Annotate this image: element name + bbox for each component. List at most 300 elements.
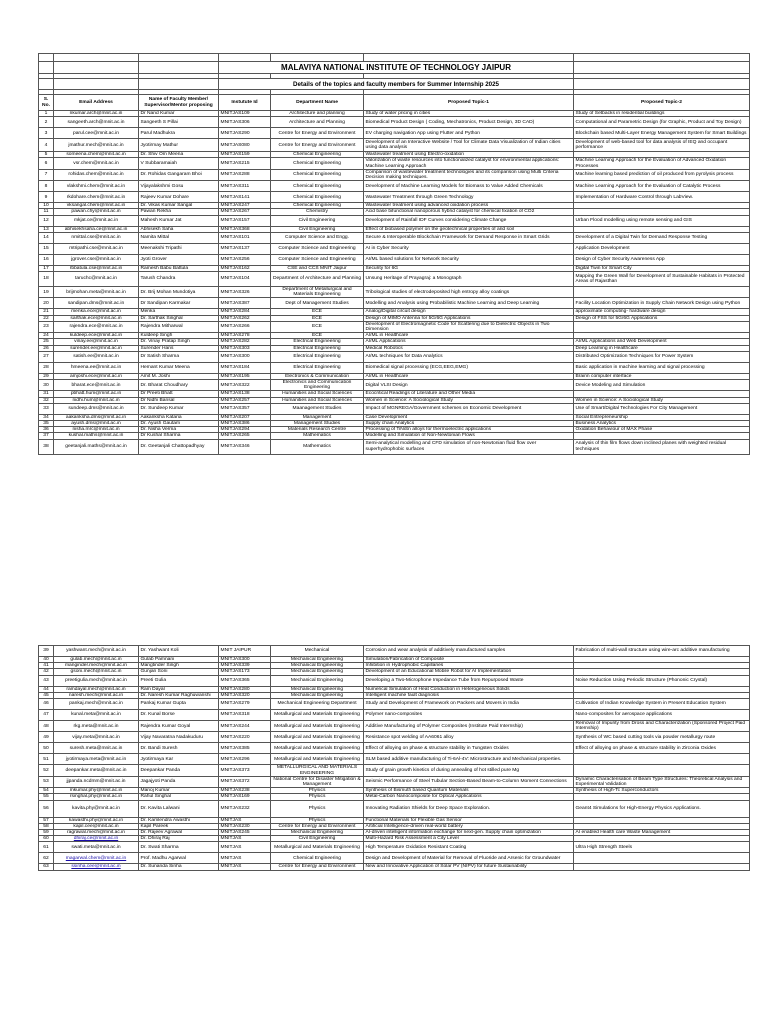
topic-1-cell: Additive Manufacturing of Polymer Composites (Institute Paid Internship) (364, 721, 574, 732)
email-cell[interactable]: amjoshi.ece@mnit.ac.in (54, 373, 139, 379)
topic-2-cell: Ultra High Strength Steels (574, 842, 750, 853)
department-cell: Electrical Engineering (271, 351, 364, 362)
topic-1-cell: Metal-Carbon Nanocomposite for Optical Applications (364, 794, 574, 800)
email-cell[interactable]: nmittal.cse@mnit.ac.in (54, 232, 139, 243)
sno-cell: 61 (39, 842, 54, 853)
department-cell: Computer Science and Engineering (271, 254, 364, 265)
faculty-name-cell: Dr. Dhiraj Raj (139, 836, 219, 842)
faculty-name-cell: Dr. Swati Sharma (139, 842, 219, 853)
department-cell: Management Studies (271, 421, 364, 427)
department-cell: Mechanical Engineering (271, 657, 364, 663)
faculty-name-cell: Gulab Pamnani (139, 657, 219, 663)
table-row (39, 243, 750, 254)
faculty-name-cell: Dr. Ayush Gautam (139, 421, 219, 427)
sno-cell: 3 (39, 128, 54, 139)
topic-1-cell: Supply chain Analytics (364, 421, 574, 427)
department-cell: Dept of Management Studies (271, 298, 364, 309)
topic-1-cell: Development of Electromagnetic Code for Scattering due to Dielectric Objects in Two Dimension (364, 321, 574, 332)
email-cell[interactable]: vinay.ee@mnit.ac.in (54, 339, 139, 345)
institute-id-cell: MNITJAS387 (219, 298, 271, 309)
topic-1-cell: Multi-Hazard Risk Assessment a City Level (364, 836, 574, 842)
table-row (39, 321, 750, 332)
faculty-name-cell: Dr. Kamlendra Awasthi (139, 817, 219, 823)
faculty-name-cell: Aakanksha Kataria (139, 414, 219, 420)
faculty-name-cell: Tarush Chandra (139, 272, 219, 287)
sno-cell: 14 (39, 232, 54, 243)
email-cell[interactable]: rohidas.chem@mnit.ac.in (54, 169, 139, 180)
topic-2-cell: Design of FSS for 5G/6G Applications (574, 315, 750, 321)
document-subtitle: Details of the topics and faculty members for Summer Internship 2025 (219, 79, 574, 90)
department-cell: Electrical Engineering (271, 362, 364, 373)
institute-id-cell: MNITJAS169 (219, 794, 271, 800)
faculty-name-cell: Dr. Sundeep Kumar (139, 403, 219, 414)
email-cell[interactable]: pawan.chy@mnit.ac.in (54, 209, 139, 215)
topic-2-cell: Fabrication of multi-wall structure using wire-arc additive manufacturing (574, 646, 750, 657)
faculty-name-cell: Surender Hans (139, 345, 219, 351)
sno-cell: 9 (39, 192, 54, 203)
topic-1-cell: Study of water pricing in cities (364, 111, 574, 117)
topic-2-cell: Nano-composites for aerospace applications (574, 710, 750, 721)
sno-cell: 48 (39, 721, 54, 732)
table-row (39, 309, 750, 315)
email-cell[interactable]: vijay.meta@mnit.ac.in (54, 732, 139, 743)
subtitle-row (39, 79, 750, 90)
sno-cell: 56 (39, 800, 54, 817)
department-cell: Chemical Engineering (271, 152, 364, 158)
topic-1-cell: Analog/Digital circuit design (364, 309, 574, 315)
department-cell: Chemistry (271, 209, 364, 215)
sno-cell: 53 (39, 776, 54, 787)
topic-1-cell: Effect of biobased polymer on the geotechnical properties of arid soil (364, 226, 574, 232)
topic-1-cell: Secure & Interoperable Blockchain Framework for Demand Response in Smart Grids (364, 232, 574, 243)
institute-id-cell: MNITJAS365 (219, 675, 271, 686)
table-row (39, 675, 750, 686)
topic-2-cell: Use of Smart/Digital Technologies For City Management (574, 403, 750, 414)
email-cell[interactable]: rbbatula.cse@mnit.ac.in (54, 265, 139, 271)
department-cell: Civil Engineering (271, 215, 364, 226)
email-cell[interactable]: nkumar.arch@mnit.ac.in (54, 111, 139, 117)
sno-cell: 29 (39, 373, 54, 379)
department-cell: METALLURGICAL AND MATERIALS ENGINEERING (271, 765, 364, 776)
column-header-sno: S. No. (39, 95, 54, 111)
department-cell: Chemical Engineering (271, 192, 364, 203)
institute-id-cell: MNITJAS346 (219, 439, 271, 454)
faculty-name-cell: Dr Nand Kumar (139, 111, 219, 117)
faculty-name-cell: Rahul Singhal (139, 794, 219, 800)
sno-cell: 33 (39, 403, 54, 414)
sno-cell: 32 (39, 397, 54, 403)
topic-1-cell: AI in Cyber Security (364, 243, 574, 254)
topic-1-cell: Development of Machine Learning Models for Biomass to Value Added Chemicals (364, 181, 574, 192)
sno-cell: 30 (39, 380, 54, 391)
faculty-name-cell: V Subbaramaiah (139, 158, 219, 169)
table-row (39, 192, 750, 203)
institute-id-cell: MNITJAS159 (219, 152, 271, 158)
sno-cell: 50 (39, 743, 54, 754)
sno-cell: 60 (39, 836, 54, 842)
department-cell: Management (271, 414, 364, 420)
department-cell: Physics (271, 817, 364, 823)
email-cell[interactable]: brijmohan.meta@mnit.ac.in (54, 287, 139, 298)
email-cell[interactable]: kapil.cee@mnit.ac.in (54, 823, 139, 829)
sno-cell: 6 (39, 158, 54, 169)
email-cell[interactable]: mkjat.ce@mnit.ac.in (54, 215, 139, 226)
department-cell: Humanities and Social Sciences (271, 397, 364, 403)
email-cell[interactable]: surender.ee@mnit.ac.in (54, 345, 139, 351)
institute-id-cell: MNITJAS195 (219, 373, 271, 379)
topic-1-cell: Processing of TiNiSn alloys for thermoelectric applications (364, 427, 574, 433)
sno-cell: 40 (39, 657, 54, 663)
blank-row (39, 54, 750, 62)
faculty-name-cell: Rajendra Mitharwal (139, 321, 219, 332)
institute-id-cell: MNITJAS230 (219, 823, 271, 829)
topic-2-cell: Distributed Optimization Techniques for Power System (574, 351, 750, 362)
table-row (39, 864, 750, 870)
faculty-name-cell: Preeti Gulia (139, 675, 219, 686)
email-cell[interactable]: bharat.ece@mnit.ac.in (54, 380, 139, 391)
topic-2-cell: Implementation of Hardware Control through LabView. (574, 192, 750, 203)
email-cell[interactable]: ramdayal.mech@mnit.ac.in (54, 686, 139, 692)
sno-cell: 57 (39, 817, 54, 823)
institute-id-cell: MNITJAS280 (219, 686, 271, 692)
sno-cell: 28 (39, 362, 54, 373)
email-cell[interactable]: nisha.mrc@mnit.ac.in (54, 427, 139, 433)
topic-1-cell: Study and Development of Framework on Packers and Movers in India (364, 699, 574, 710)
sno-cell: 23 (39, 321, 54, 332)
faculty-name-cell: Meenakshi Tripathi (139, 243, 219, 254)
email-cell[interactable]: pbhatt.hum@mnit.ac.in (54, 391, 139, 397)
topic-2-cell: Machine Learning Approach for the Evaluation of Advanced Oxidation Processes (574, 158, 750, 169)
table-row (39, 439, 750, 454)
institute-id-cell: MNITJAS284 (219, 309, 271, 315)
department-cell: Mechanical Engineering (271, 692, 364, 698)
topic-1-cell: Numerical Simulation of Heat Conduction in Heterogeneous Solids (364, 686, 574, 692)
email-cell[interactable]: swati.meta@mnit.ac.in (54, 842, 139, 853)
topic-1-cell: Security for 6G (364, 265, 574, 271)
sno-cell: 51 (39, 754, 54, 765)
table-row (39, 800, 750, 817)
faculty-name-cell: Amit M. Joshi (139, 373, 219, 379)
institute-id-cell: MNIT JAIPUR (219, 646, 271, 657)
topic-1-cell: Valorization of waste resources into functionalized catalyst for environmental applications: Machine Learning Approach (364, 158, 574, 169)
department-cell: Computer Science and Engineering (271, 243, 364, 254)
sno-cell: 62 (39, 853, 54, 864)
topic-1-cell: Acid base bifunctional nanoporous hybrid catalyst for chemical fixation of CO2 (364, 209, 574, 215)
faculty-name-cell: Dr. Bandi Suresh (139, 743, 219, 754)
email-cell[interactable]: dhiraj.ce@mnit.ac.in (54, 836, 139, 842)
email-cell[interactable]: rkdohare.chem@mnit.ac.in (54, 192, 139, 203)
faculty-name-cell: Manoj Kumar (139, 788, 219, 794)
email-cell[interactable]: vsr.chem@mnit.ac.in (54, 158, 139, 169)
institute-id-cell: MNITJAS282 (219, 339, 271, 345)
table-row (39, 403, 750, 414)
faculty-name-cell: Rajeev Kumar Dohare (139, 192, 219, 203)
email-cell[interactable]: nidhi.hum@mnit.ac.in (54, 397, 139, 403)
email-cell[interactable]: aakanksha.dms@mnit.ac.in (54, 414, 139, 420)
institute-id-cell: MNITJAS279 (219, 699, 271, 710)
email-cell[interactable]: kawasthi.phy@mnit.ac.in (54, 817, 139, 823)
faculty-name-cell: Rajendra Kumar Goyal (139, 721, 219, 732)
sno-cell: 18 (39, 272, 54, 287)
faculty-name-cell: Dr. Kavita Lalwani (139, 800, 219, 817)
topic-1-cell: Impact of MGNREGA/Government schemes on Economic Development (364, 403, 574, 414)
topic-1-cell: Polymer nano-composites (364, 710, 574, 721)
topic-2-cell: Basic application in machine learning and signal processing (574, 362, 750, 373)
topic-1-cell: Design and Development of Material for Removal of Fluoride and Arsenic for Groundwater (364, 853, 574, 864)
topic-2-cell: Cultivation of Indian Knowledge System in Present Education System (574, 699, 750, 710)
sno-cell: 52 (39, 765, 54, 776)
sno-cell: 20 (39, 298, 54, 309)
sno-cell: 22 (39, 315, 54, 321)
topic-2-cell: Brainn computer interface (574, 373, 750, 379)
topic-2-cell: Machine learning based prediction of oil produced from pyrolysis process (574, 169, 750, 180)
table-row (39, 272, 750, 287)
sno-cell: 16 (39, 254, 54, 265)
email-cell[interactable]: satish.ee@mnit.ac.in (54, 351, 139, 362)
faculty-name-cell: Gunjan Soni (139, 669, 219, 675)
topic-2-cell: Women in Science: A Sociological Study (574, 397, 750, 403)
institute-id-cell: MNITJAS267 (219, 209, 271, 215)
institute-id-cell: MNITJAS266 (219, 321, 271, 332)
document-title: MALAVIYA NATIONAL INSTITUTE OF TECHNOLOGY JAIPUR (219, 62, 574, 74)
sno-cell: 42 (39, 669, 54, 675)
topic-2-cell: approximate computing- hardware design (574, 309, 750, 315)
email-cell[interactable]: sangeeth.arch@mnit.ac.in (54, 117, 139, 128)
email-cell[interactable]: someena.chem@mnit.ac.in (54, 152, 139, 158)
topic-1-cell: Biomedical signal processing (ECG,EEG,EMG) (364, 362, 574, 373)
topic-1-cell: Inhibition in Hydrophobic Capillaries (364, 663, 574, 669)
institute-id-cell: MNITJAS080 (219, 139, 271, 152)
topic-1-cell: Development of an Interactive Website / Tool for Climate Data Visualization of Indian cities using data analysis (364, 139, 574, 152)
topic-1-cell: SLM based additive manufacturing of Ti-6Al-4V: Microstructure and Mechanical properties. (364, 754, 574, 765)
email-cell[interactable]: vksangal.chem@mnit.ac.in (54, 203, 139, 209)
email-cell[interactable]: kuldeep.ece@mnit.ac.in (54, 333, 139, 339)
sno-cell: 59 (39, 830, 54, 836)
topic-1-cell: Development of Rainfall IDF Curves considering Climate Change (364, 215, 574, 226)
topic-1-cell: Corrosion and wear analysis of additively manufactured samples (364, 646, 574, 657)
email-cell[interactable]: gulab.mech@mnit.ac.in (54, 657, 139, 663)
email-cell[interactable]: ayush.dms@mnit.ac.in (54, 421, 139, 427)
sno-cell: 5 (39, 152, 54, 158)
email-cell[interactable]: parul.cee@mnit.ac.in (54, 128, 139, 139)
column-header-email: Email Address (54, 95, 139, 111)
institute-id-cell: MNITJAS215 (219, 158, 271, 169)
table-row (39, 232, 750, 243)
topic-2-cell: Urban Flood modelling using remote sensing and GIS (574, 215, 750, 226)
email-cell[interactable]: jmathur.mech@mnit.ac.in (54, 139, 139, 152)
topic-2-cell: Deep Learning in Healthcare (574, 345, 750, 351)
institute-id-cell: MNITJAS385 (219, 743, 271, 754)
department-cell: Chemical Engineering (271, 169, 364, 180)
institute-id-cell: MNITJAS138 (219, 391, 271, 397)
email-cell[interactable]: sandipan.dms@mnit.ac.in (54, 298, 139, 309)
institute-id-cell: MNITJAS141 (219, 192, 271, 203)
department-cell: ECE (271, 321, 364, 332)
faculty-name-cell: Hemant Kumar Meena (139, 362, 219, 373)
sno-cell: 11 (39, 209, 54, 215)
sno-cell: 25 (39, 339, 54, 345)
email-cell[interactable]: jyotirmaya.meta@mnit.ac.in (54, 754, 139, 765)
table-row (39, 830, 750, 836)
topic-1-cell: AI/ML in Healthcare (364, 333, 574, 339)
faculty-name-cell: Pankaj Kumar Gupta (139, 699, 219, 710)
faculty-name-cell: Dr. Brij Mohan Mundotiya (139, 287, 219, 298)
email-cell[interactable]: pankaj.mech@mnit.ac.in (54, 699, 139, 710)
column-header-faculty-name: Name of Faculty Member/ Supervisor/Mentor proposing (139, 95, 219, 111)
table-row (39, 181, 750, 192)
topic-1-cell: Modelling and Simulation of Non-Newtonian Flows (364, 433, 574, 439)
topic-2-cell: Noise Reduction Using Periodic Structure (Phononic Crystal) (574, 675, 750, 686)
department-cell: Civil Engineering (271, 836, 364, 842)
sno-cell: 1 (39, 111, 54, 117)
table-row (39, 139, 750, 152)
institute-id-cell: MNITJAS245 (219, 830, 271, 836)
faculty-name-cell: Kapil Pareek (139, 823, 219, 829)
department-cell: Mechanical Engineering Department (271, 699, 364, 710)
sno-cell: 45 (39, 692, 54, 698)
table-row (39, 169, 750, 180)
institute-id-cell: MNITJAS207 (219, 414, 271, 420)
topic-2-cell: Analysis of thin film flows down inclined planes with weighted residual techniques (574, 439, 750, 454)
topic-2-cell: Facility Location Optimization in Supply Chain Network Design using Python (574, 298, 750, 309)
email-cell[interactable]: taruchc@mnit.ac.in (54, 272, 139, 287)
email-cell[interactable]: sundeep.dms@mnit.ac.in (54, 403, 139, 414)
table-row (39, 351, 750, 362)
institute-id-cell: MNITJAS303 (219, 345, 271, 351)
sno-cell: 36 (39, 427, 54, 433)
topic-2-cell: Application Development (574, 243, 750, 254)
sno-cell: 43 (39, 675, 54, 686)
table-row (39, 754, 750, 765)
department-cell: Mathematics (271, 433, 364, 439)
topic-1-cell: Resistance spot welding of AA6061 alloy (364, 732, 574, 743)
sno-cell: 17 (39, 265, 54, 271)
email-cell[interactable]: vlakshmi.chem@mnit.ac.in (54, 181, 139, 192)
department-cell: Department of Architecture and Planning (271, 272, 364, 287)
institute-id-cell: MNITJAS326 (219, 287, 271, 298)
email-cell[interactable]: jjpanda.ncdmm@mnit.ac.in (54, 776, 139, 787)
table-row (39, 254, 750, 265)
sno-cell: 15 (39, 243, 54, 254)
sno-cell: 13 (39, 226, 54, 232)
institute-id-cell: MNITJAS (219, 853, 271, 864)
email-cell[interactable]: ssinha.cee@mnit.ac.in (54, 864, 139, 870)
email-cell[interactable]: magarwal.chem@mnit.ac.in (54, 853, 139, 864)
email-cell[interactable]: suresh.meta@mnit.ac.in (54, 743, 139, 754)
topic-1-cell: EV charging navigation App using Flutter and Python (364, 128, 574, 139)
faculty-name-cell: Sangeeth S Pillai (139, 117, 219, 128)
sno-cell: 49 (39, 732, 54, 743)
email-cell[interactable]: naresh.mech@mnit.ac.in (54, 692, 139, 698)
department-cell: Metallurgical and Materials Engineering (271, 721, 364, 732)
topic-1-cell: AI/ML techniques for Data Analytics (364, 351, 574, 362)
email-cell[interactable]: gsoni.mech@mnit.ac.in (54, 669, 139, 675)
department-cell: Mechanical Engineering (271, 830, 364, 836)
table-row (39, 699, 750, 710)
faculty-name-cell: Dr. Vikas Kumar Sangal (139, 203, 219, 209)
topic-1-cell: Development of an Educational Mobile Robot for AI Implementation (364, 669, 574, 675)
institute-id-cell: MNITJAS (219, 817, 271, 823)
email-cell[interactable]: rajendra.ece@mnit.ac.in (54, 321, 139, 332)
title-row (39, 62, 750, 74)
department-cell: Electronics & Communication (271, 373, 364, 379)
institute-id-cell: MNITJAS262 (219, 315, 271, 321)
topic-1-cell: Seismic Performance of Steel Tubular Section-Based Beam-to-Column Moment Connections (364, 776, 574, 787)
institute-id-cell: MNITJAS101 (219, 232, 271, 243)
department-cell: Materials Research Centre (271, 427, 364, 433)
email-cell[interactable]: hmeena.ee@mnit.ac.in (54, 362, 139, 373)
email-cell[interactable]: mtripathi.cse@mnit.ac.in (54, 243, 139, 254)
topic-1-cell: New and Innovative Application of Solar PV (NIPV) for future Sustainability (364, 864, 574, 870)
table-row (39, 117, 750, 128)
email-cell[interactable]: jgrover.cse@mnit.ac.in (54, 254, 139, 265)
institute-id-cell: MNITJAS322 (219, 380, 271, 391)
topic-2-cell: AI enabled Health care Waste Management (574, 830, 750, 836)
faculty-name-cell: Dr. Nisha Verma (139, 427, 219, 433)
sno-cell: 31 (39, 391, 54, 397)
email-cell[interactable]: rkg.meta@mnit.ac.in (54, 721, 139, 732)
topic-1-cell: Developing a Two-Microphone Impedance Tube from Repurposed Waste (364, 675, 574, 686)
email-cell[interactable]: abhisekhsaha.ce@mnit.ac.in (54, 226, 139, 232)
email-cell[interactable]: manginder.mech@mnit.ac.in (54, 663, 139, 669)
faculty-name-cell: Jyoti Grover (139, 254, 219, 265)
topic-2-cell: Effect of alloying on phase & structure stability in Zirconia Oxides (574, 743, 750, 754)
email-cell[interactable]: preetigulia.mech@mnit.ac.in (54, 675, 139, 686)
institute-id-cell: MNITJAS173 (219, 669, 271, 675)
institute-id-cell: MNITJAS386 (219, 421, 271, 427)
email-cell[interactable]: kushal.maths@mnit.ac.in (54, 433, 139, 439)
email-cell[interactable]: mkumar.phy@mnit.ac.in (54, 788, 139, 794)
institute-id-cell: MNITJAS339 (219, 663, 271, 669)
email-cell[interactable]: deepankar.meta@mnit.ac.in (54, 765, 139, 776)
faculty-name-cell: Dr. Sunanda Sinha (139, 864, 219, 870)
department-cell: Chemical Engineering (271, 181, 364, 192)
email-cell[interactable]: ragrawal.mech@mnit.ac.in (54, 830, 139, 836)
topic-2-cell (574, 321, 750, 332)
topic-1-cell: Medical Robotics (364, 345, 574, 351)
email-cell[interactable]: rsinghal.phy@mnit.ac.in (54, 794, 139, 800)
department-cell: Architecture and Planning (271, 117, 364, 128)
email-cell[interactable]: yashwant.mech@mnit.ac.in (54, 646, 139, 657)
faculty-name-cell: Ramesh Babu Battula (139, 265, 219, 271)
department-cell: Mechanical (271, 646, 364, 657)
department-cell: Humanities and Social Sciences (271, 391, 364, 397)
email-cell[interactable]: menka.ece@mnit.ac.in (54, 309, 139, 315)
sno-cell: 26 (39, 345, 54, 351)
email-cell[interactable]: kavita.phy@mnit.ac.in (54, 800, 139, 817)
email-cell[interactable]: kunal.meta@mnit.ac.in (54, 710, 139, 721)
sno-cell: 58 (39, 823, 54, 829)
department-cell: Metallurgical and Materials Engineering (271, 732, 364, 743)
institute-id-cell: MNITJAS256 (219, 254, 271, 265)
topic-2-cell: Digital Twin for Smart City (574, 265, 750, 271)
faculty-name-cell: Prof. Madhu Agarwal (139, 853, 219, 864)
topic-1-cell: Unsung Heritage of Prayagraj: a Monograph (364, 272, 574, 287)
department-cell: Centre for Energy and Environment (271, 139, 364, 152)
sno-cell: 24 (39, 333, 54, 339)
sno-cell: 8 (39, 181, 54, 192)
faculty-name-cell: Dr. Sarthak Singhal (139, 315, 219, 321)
department-cell: Mechanical Engineering (271, 675, 364, 686)
department-cell: Metallurgical and Materials Engineering (271, 710, 364, 721)
department-cell: Chemical Engineering (271, 203, 364, 209)
institute-id-cell: MNITJAS (219, 836, 271, 842)
faculty-name-cell: Dr. Bharat Choudhary (139, 380, 219, 391)
topic-2-cell: Study of Setbacks in residential buildings (574, 111, 750, 117)
email-cell[interactable]: sarthak.ece@mnit.ac.in (54, 315, 139, 321)
email-cell[interactable]: geetanjali.maths@mnit.ac.in (54, 439, 139, 454)
topic-1-cell: Simulation/Fabrication of Composite (364, 657, 574, 663)
